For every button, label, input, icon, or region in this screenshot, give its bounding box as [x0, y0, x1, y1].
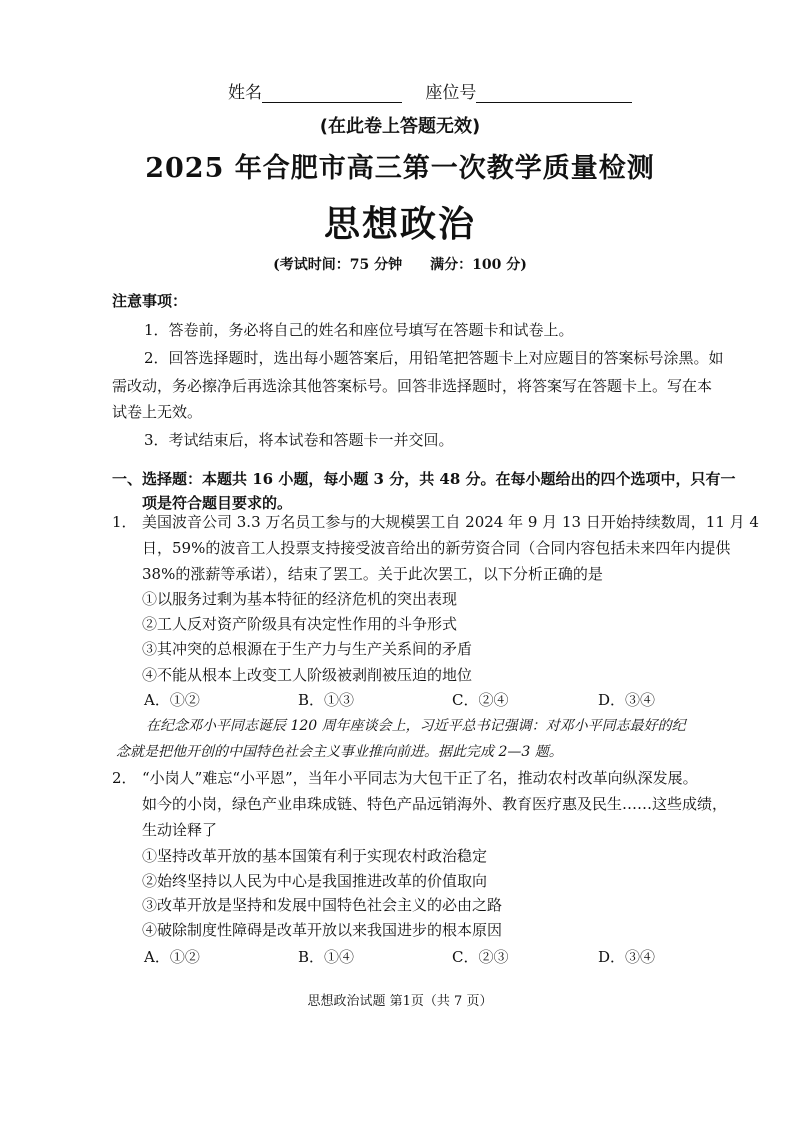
note-item: 2．回答选择题时，选出每小题答案后，用铅笔把答题卡上对应题目的答案标号涂黑。如: [144, 349, 724, 367]
option-c: C．②③: [452, 948, 509, 966]
question-stem-line: 美国波音公司 3.3 万名员工参与的大规模罢工自 2024 年 9 月 13 日开始持续数周，11 月 4: [142, 513, 759, 531]
passage-line: 在纪念邓小平同志诞辰 120 周年座谈会上，习近平总书记强调：对邓小平同志最好的纪: [146, 718, 686, 734]
option-a: A．①②: [144, 948, 200, 966]
subject-title: 思想政治: [323, 204, 476, 245]
note-item: 试卷上无效。: [112, 403, 203, 421]
statement: ①以服务过剩为基本特征的经济危机的突出表现: [142, 590, 458, 608]
note-item: 1．答卷前，务必将自己的姓名和座位号填写在答题卡和试卷上。: [144, 321, 574, 339]
question-stem-line: 38%的涨薪等承诺），结束了罢工。关于此次罢工，以下分析正确的是: [142, 565, 603, 583]
option-c: C．②④: [452, 691, 509, 709]
statement: ④不能从根本上改变工人阶级被剥削被压迫的地位: [142, 666, 473, 684]
statement: ③改革开放是坚持和发展中国特色社会主义的必由之路: [142, 896, 503, 914]
question-stem-line: 日，59%的波音工人投票支持接受波音给出的新劳资合同（合同内容包括未来四年内提供: [142, 539, 731, 557]
name-blank-line: [262, 84, 402, 103]
question-stem-line: 如今的小岗，绿色产业串珠成链、特色产品远销海外、教育医疗惠及民生……这些成绩，: [142, 795, 728, 813]
statement: ②工人反对资产阶级具有决定性作用的斗争形式: [142, 615, 458, 633]
seat-label: 座位号: [425, 83, 477, 103]
option-a: A．①②: [144, 691, 200, 709]
statement: ④破除制度性障碍是改革开放以来我国进步的根本原因: [142, 921, 503, 939]
statement: ①坚持改革开放的基本国策有利于实现农村政治稳定: [142, 847, 488, 865]
option-d: D．③④: [598, 691, 656, 709]
question-stem-line: “小岗人”难忘“小平恩”，当年小平同志为大包干正了名，推动农村改革向纵深发展。: [142, 769, 698, 787]
page-footer: 思想政治试题 第1页（共 7 页）: [307, 994, 493, 1009]
name-label: 姓名: [228, 83, 262, 103]
invalid-answer-notice: (在此卷上答题无效): [319, 116, 481, 137]
option-b: B．①③: [298, 691, 355, 709]
question-number: 1．: [112, 513, 137, 531]
note-item: 3．考试结束后，将本试卷和答题卡一并交回。: [144, 431, 454, 449]
exam-title: 2025 年合肥市高三第一次教学质量检测: [145, 153, 655, 184]
option-b: B．①④: [298, 948, 355, 966]
section-heading-cont: 项是符合题目要求的。: [142, 494, 293, 512]
note-item: 需改动，务必擦净后再选涂其他答案标号。回答非选择题时，将答案写在答题卡上。写在本: [112, 377, 713, 395]
exam-info: [0, 254, 800, 274]
seat-blank-line: [476, 84, 632, 103]
section-heading: 一、选择题：本题共 16 小题，每小题 3 分，共 48 分。在每小题给出的四个选项中，只有一: [112, 470, 736, 488]
exam-time: (考试时间：75 分钟: [273, 257, 403, 273]
passage-line: 念就是把他开创的中国特色社会主义事业推向前进。据此完成 2—3 题。: [116, 744, 563, 760]
question-number: 2．: [112, 769, 137, 787]
statement: ②始终坚持以人民为中心是我国推进改革的价值取向: [142, 872, 488, 890]
candidate-info-row: [228, 78, 650, 103]
option-d: D．③④: [598, 948, 656, 966]
notes-heading: 注意事项：: [112, 292, 188, 310]
question-stem-line: 生动诠释了: [142, 821, 218, 839]
full-score: 满分：100 分): [430, 257, 527, 273]
statement: ③其冲突的总根源在于生产力与生产关系间的矛盾: [142, 640, 473, 658]
